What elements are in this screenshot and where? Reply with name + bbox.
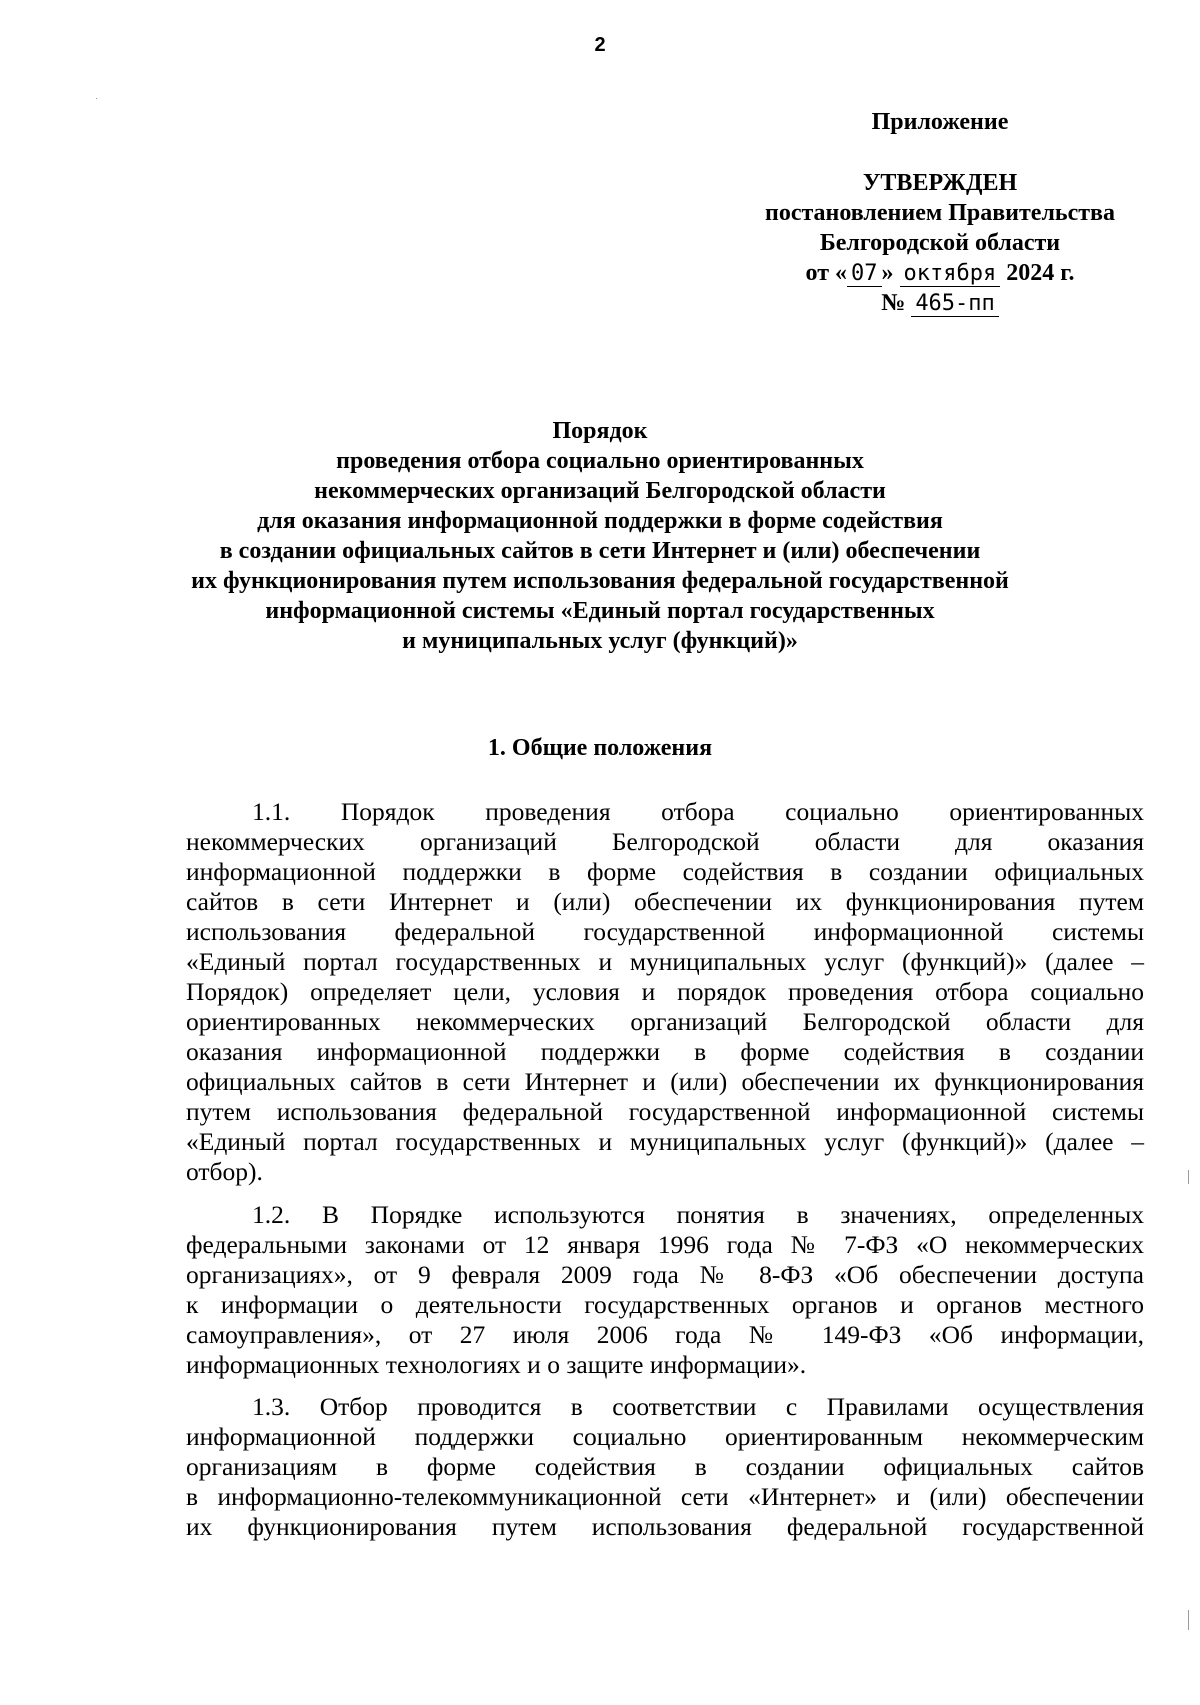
- body-line: отбор).: [186, 1157, 263, 1186]
- body-line: «Единый портал государственных и муниципальных услуг (функций)» (далее –: [186, 947, 1144, 976]
- approval-block: [730, 168, 1150, 318]
- title-line: проведения отбора социально ориентированных: [336, 448, 864, 474]
- body-line: информационной поддержки социально ориентированным некоммерческим: [186, 1422, 1144, 1451]
- body-line: использования федеральной государственной информационной системы: [186, 917, 1144, 946]
- body-line: к информации о деятельности государственных органов и органов местного: [186, 1290, 1144, 1319]
- annex-block: [730, 107, 1150, 137]
- scan-mark: [96, 98, 97, 99]
- title-line: в создании официальных сайтов в сети Интернет и (или) обеспечении: [219, 538, 981, 564]
- body-line: организациям в форме содействия в создании официальных сайтов: [186, 1452, 1144, 1481]
- section-heading: 1. Общие положения: [487, 735, 713, 761]
- date-prefix: от «: [805, 260, 848, 286]
- body-line: оказания информационной поддержки в форме содействия в создании: [186, 1037, 1144, 1066]
- date-day: 07: [847, 262, 882, 287]
- body-line: сайтов в сети Интернет и (или) обеспечении их функционирования путем: [186, 887, 1144, 916]
- date-mid: »: [881, 260, 894, 286]
- title-line: некоммерческих организаций Белгородской области: [314, 478, 886, 504]
- body-line: 1.3. Отбор проводится в соответствии с Правилами осуществления: [252, 1392, 1144, 1421]
- date-year: 2024 г.: [1006, 260, 1075, 286]
- body-line: информационных технологиях и о защите информации».: [186, 1350, 807, 1379]
- body-line: путем использования федеральной государственной информационной системы: [186, 1097, 1144, 1126]
- body-line: их функционирования путем использования федеральной государственной: [186, 1512, 1144, 1541]
- approval-status: УТВЕРЖДЕН: [862, 170, 1018, 196]
- title-line: и муниципальных услуг (функций)»: [402, 628, 798, 654]
- body-line: Порядок) определяет цели, условия и порядок проведения отбора социально: [186, 977, 1144, 1006]
- approval-date: [730, 258, 1150, 288]
- approval-line-2: Белгородской области: [819, 230, 1061, 256]
- body-line: федеральными законами от 12 января 1996 года № 7-ФЗ «О некоммерческих: [186, 1230, 1144, 1259]
- body-line: в информационно-телекоммуникационной сети «Интернет» и (или) обеспечении: [186, 1482, 1144, 1511]
- body-line: «Единый портал государственных и муниципальных услуг (функций)» (далее –: [186, 1127, 1144, 1156]
- body-line: 1.2. В Порядке используются понятия в значениях, определенных: [252, 1200, 1144, 1229]
- body-line: некоммерческих организаций Белгородской области для оказания: [186, 827, 1144, 856]
- body-line: организациях», от 9 февраля 2009 года № 8-ФЗ «Об обеспечении доступа: [186, 1260, 1144, 1289]
- date-month: октября: [900, 262, 1001, 287]
- scan-mark: [1188, 1610, 1189, 1630]
- scan-mark: [1188, 1170, 1189, 1184]
- body-line: официальных сайтов в сети Интернет и (или) обеспечении их функционирования: [186, 1067, 1144, 1096]
- body-line: самоуправления», от 27 июля 2006 года № 149-ФЗ «Об информации,: [186, 1320, 1144, 1349]
- number-prefix: №: [881, 290, 906, 316]
- page-number: 2: [594, 34, 606, 56]
- document-title: [150, 416, 1050, 656]
- body-line: информационной поддержки в форме содействия в создании официальных: [186, 857, 1144, 886]
- title-line: их функционирования путем использования федеральной государственной: [191, 568, 1009, 594]
- approval-line-1: постановлением Правительства: [764, 200, 1115, 226]
- body-line: 1.1. Порядок проведения отбора социально ориентированных: [252, 797, 1144, 826]
- annex-label: Приложение: [871, 109, 1009, 135]
- approval-number: [730, 288, 1150, 318]
- number-value: 465-пп: [911, 292, 998, 317]
- title-line: информационной системы «Единый портал государственных: [265, 598, 935, 624]
- title-line: для оказания информационной поддержки в форме содействия: [257, 508, 943, 534]
- body-line: ориентированных некоммерческих организаций Белгородской области для: [186, 1007, 1144, 1036]
- title-line: Порядок: [552, 418, 648, 444]
